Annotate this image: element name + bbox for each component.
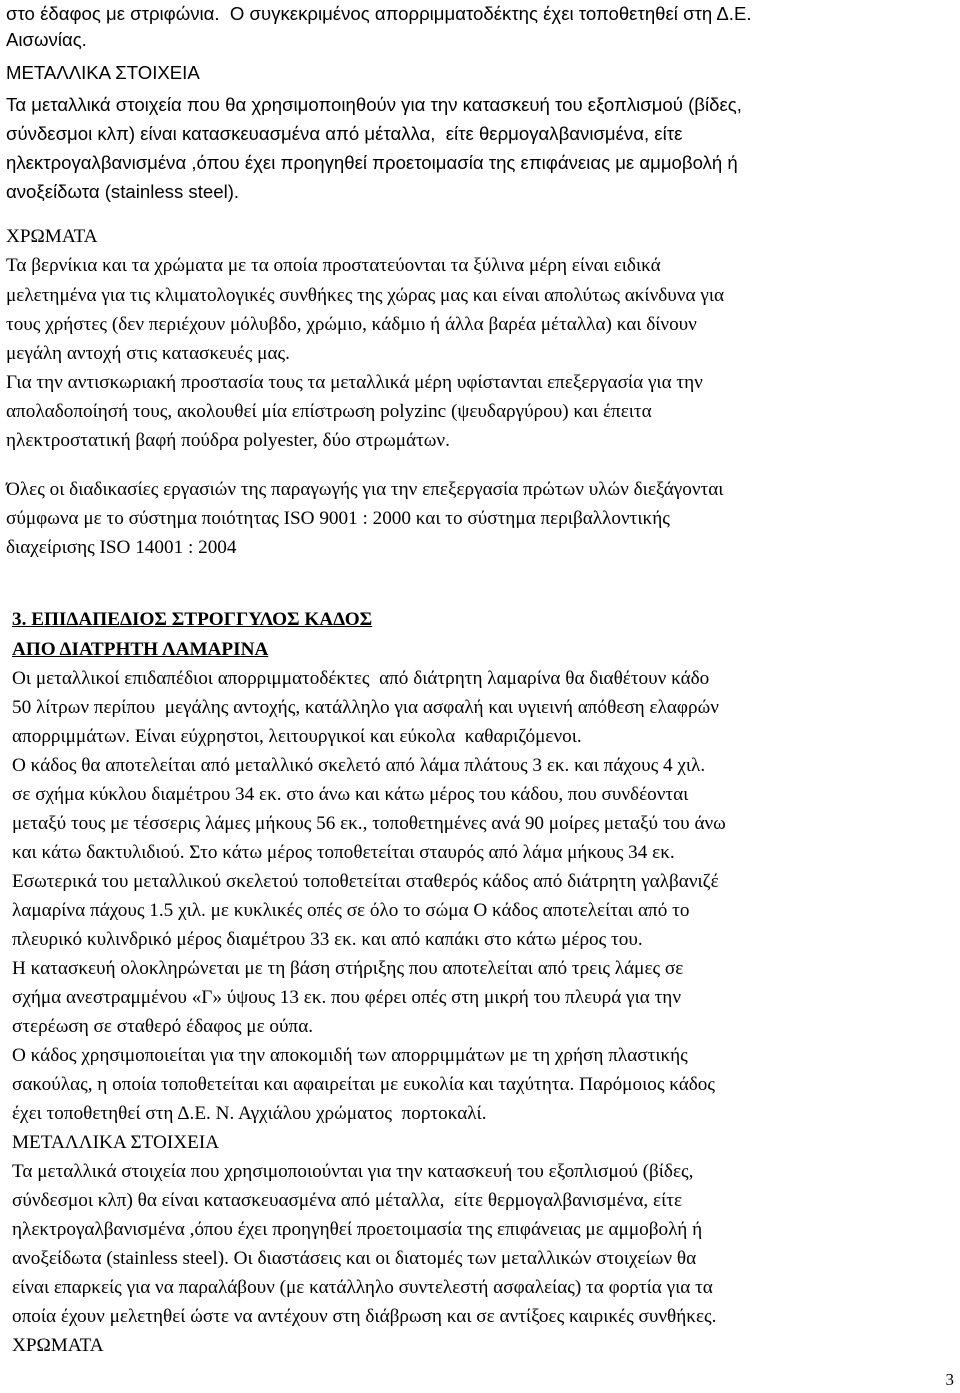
- paragraph-line: ανοξείδωτα (stainless steel). Οι διαστάσεις και οι διατομές των μεταλλικών στοιχείων θα: [12, 1248, 697, 1269]
- paragraph-line: σύνδεσμοι κλπ) θα είναι κατασκευασμένα από μέταλλα, είτε θερμογαλβανισμένα, είτε: [12, 1190, 683, 1211]
- paragraph-line: Τα μεταλλικά στοιχεία που θα χρησιμοποιηθούν για την κατασκευή του εξοπλισμού (βίδες,: [6, 94, 742, 115]
- paragraph-line: απορριμμάτων. Είναι εύχρηστοι, λειτουργικοί και εύκολα καθαριζόμενοι.: [12, 726, 582, 747]
- paragraph-line: τους χρήστες (δεν περιέχουν μόλυβδο, χρώμιο, κάδμιο ή άλλα βαρέα μέταλλα) και δίνουν: [6, 314, 697, 335]
- paragraph-line: λαμαρίνα πάχους 1.5 χιλ. με κυκλικές οπές σε όλο το σώμα Ο κάδος αποτελείται από το: [12, 900, 690, 921]
- paragraph-line: Ο κάδος θα αποτελείται από μεταλλικό σκελετό από λάμα πλάτους 3 εκ. και πάχους 4 χιλ.: [12, 755, 706, 776]
- paragraph-line: έχει τοποθετηθεί στη Δ.Ε. Ν. Αγχιάλου χρώματος πορτοκαλί.: [12, 1103, 487, 1124]
- section-heading-colors: ΧΡΩΜΑΤΑ: [6, 226, 98, 247]
- section-heading-metal: ΜΕΤΑΛΛΙΚΑ ΣΤΟΙΧΕΙΑ: [6, 62, 200, 83]
- paragraph-line: Ο κάδος χρησιμοποιείται για την αποκομιδή των απορριμμάτων με τη χρήση πλαστικής: [12, 1045, 688, 1066]
- paragraph-line: μελετημένα για τις κλιματολογικές συνθήκες της χώρας μας και είναι απολύτως ακίνδυνα για: [6, 285, 725, 306]
- paragraph-line: Όλες οι διαδικασίες εργασιών της παραγωγής για την επεξεργασία πρώτων υλών διεξάγονται: [6, 479, 724, 500]
- paragraph-line: ανοξείδωτα (stainless steel).: [6, 181, 240, 202]
- paragraph-line: σε σχήμα κύκλου διαμέτρου 34 εκ. στο άνω και κάτω μέρος του κάδου, που συνδέονται: [12, 784, 689, 805]
- paragraph-line: Τα βερνίκια και τα χρώματα με τα οποία προστατεύονται τα ξύλινα μέρη είναι ειδικά: [6, 255, 661, 276]
- section-heading-colors: ΧΡΩΜΑΤΑ: [12, 1335, 104, 1356]
- paragraph-line: είναι επαρκείς για να παραλάβουν (με κατάλληλο συντελεστή ασφαλείας) τα φορτία για τα: [12, 1277, 713, 1298]
- paragraph-line: μεγάλη αντοχή στις κατασκευές μας.: [6, 343, 290, 364]
- paragraph-line: σχήμα ανεστραμμένου «Γ» ύψους 13 εκ. που φέρει οπές στη μικρή του πλευρά για την: [12, 987, 682, 1008]
- section-title: 3. ΕΠΙΔΑΠΕΔΙΟΣ ΣΤΡΟΓΓΥΛΟΣ ΚΑΔΟΣ: [12, 609, 373, 630]
- paragraph-line: σύνδεσμοι κλπ) είναι κατασκευασμένα από μέταλλα, είτε θερμογαλβανισμένα, είτε: [6, 123, 683, 144]
- paragraph-line: ηλεκτρογαλβανισμένα ,όπου έχει προηγηθεί προετοιμασία της επιφάνειας με αμμοβολή ή: [12, 1219, 703, 1240]
- paragraph-line: στερέωση σε σταθερό έδαφος με ούπα.: [12, 1016, 314, 1037]
- paragraph-line: Για την αντισκωριακή προστασία τους τα μεταλλικά μέρη υφίστανται επεξεργασία για την: [6, 372, 703, 393]
- paragraph-line: Η κατασκευή ολοκληρώνεται με τη βάση στήριξης που αποτελείται από τρεις λάμες σε: [12, 958, 684, 979]
- paragraph-line: Εσωτερικά του μεταλλικού σκελετού τοποθετείται σταθερός κάδος από διάτρητη γαλβανιζέ: [12, 871, 719, 892]
- paragraph-line: ηλεκτροστατική βαφή πούδρα polyester, δύο στρωμάτων.: [6, 430, 450, 451]
- page-number: 3: [945, 1370, 954, 1389]
- paragraph-line: απολαδοποίησή τους, ακολουθεί μία επίστρωση polyzinc (ψευδαργύρου) και έπειτα: [6, 401, 652, 422]
- paragraph-line: σακούλας, η οποία τοποθετείται και αφαιρείται με ευκολία και ταχύτητα. Παρόμοιος κάδος: [12, 1074, 716, 1095]
- paragraph-line: ηλεκτρογαλβανισμένα ,όπου έχει προηγηθεί προετοιμασία της επιφάνειας με αμμοβολή ή: [6, 152, 738, 173]
- section-heading-metal: ΜΕΤΑΛΛΙΚΑ ΣΤΟΙΧΕΙΑ: [12, 1132, 220, 1153]
- paragraph-line: μεταξύ τους με τέσσερις λάμες μήκους 56 εκ., τοποθετημένες ανά 90 μοίρες μεταξύ του άνω: [12, 813, 726, 834]
- paragraph-line: στο έδαφος με στριφώνια. Ο συγκεκριμένος απορριμματοδέκτης έχει τοποθετηθεί στη Δ.Ε.: [6, 3, 752, 24]
- paragraph-line: και κάτω δακτυλιδιού. Στο κάτω μέρος τοποθετείται σταυρός από λάμα μήκους 34 εκ.: [12, 842, 675, 863]
- paragraph-line: οποία έχουν μελετηθεί ώστε να αντέχουν στη διάβρωση και σε αντίξοες καιρικές συνθήκες.: [12, 1306, 717, 1327]
- paragraph-line: πλευρικό κυλινδρικό μέρος διαμέτρου 33 εκ. και από καπάκι στο κάτω μέρος του.: [12, 929, 643, 950]
- paragraph-line: Αισωνίας.: [6, 29, 87, 50]
- section-subtitle: ΑΠΟ ΔΙΑΤΡΗΤΗ ΛΑΜΑΡΙΝΑ: [12, 639, 269, 660]
- paragraph-line: διαχείρισης ISO 14001 : 2004: [6, 537, 237, 558]
- paragraph-line: σύμφωνα με το σύστημα ποιότητας ISO 9001 : 2000 και το σύστημα περιβαλλοντικής: [6, 508, 670, 529]
- paragraph-line: Τα μεταλλικά στοιχεία που χρησιμοποιούνται για την κατασκευή του εξοπλισμού (βίδες,: [12, 1161, 694, 1182]
- paragraph-line: 50 λίτρων περίπου μεγάλης αντοχής, κατάλληλο για ασφαλή και υγιεινή απόθεση ελαφρών: [12, 697, 719, 718]
- paragraph-line: Οι μεταλλικοί επιδαπέδιοι απορριμματοδέκτες από διάτρητη λαμαρίνα θα διαθέτουν κάδο: [12, 668, 710, 689]
